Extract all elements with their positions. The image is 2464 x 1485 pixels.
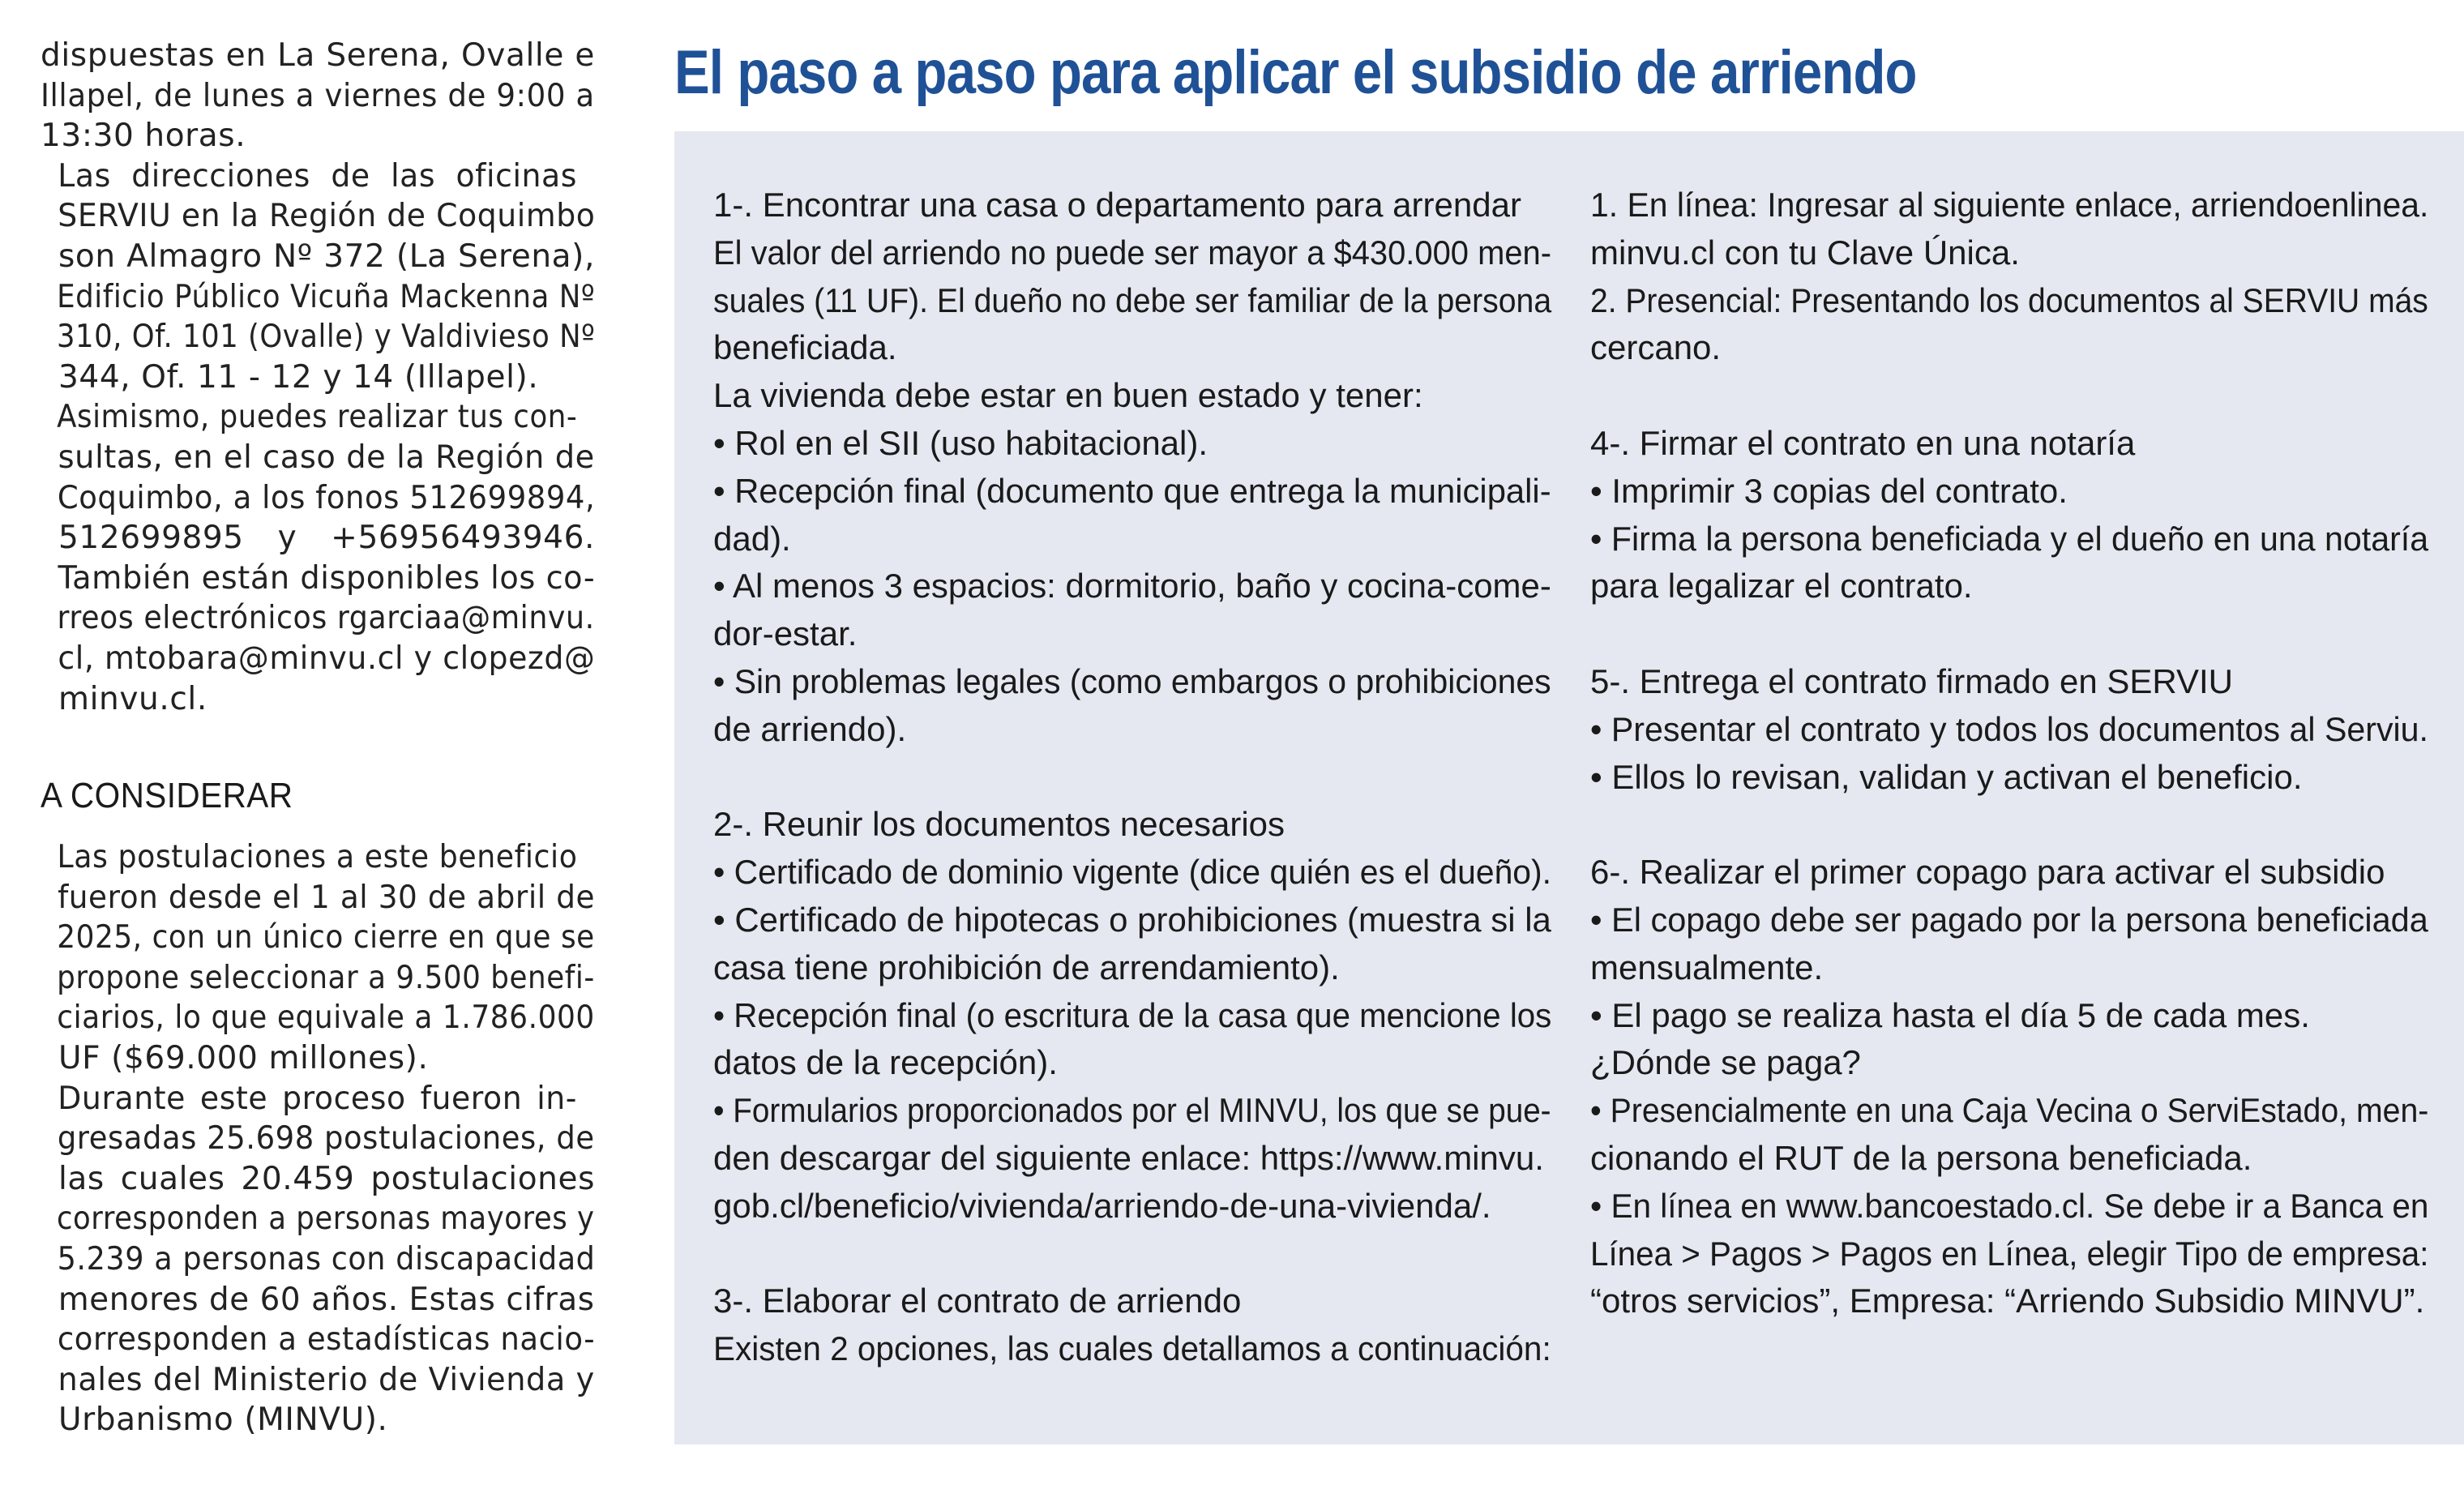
paragraph-line: 310, Of. 101 (Ovalle) y Valdivieso Nº [56, 319, 596, 356]
step-text-line: beneficiada. [713, 328, 897, 367]
step-text-line: • Firma la persona beneficiada y el dueño en una notaría [1590, 519, 2429, 558]
spacer [1590, 372, 2428, 420]
paragraph-line: 344, Of. 11 - 12 y 14 (Illapel). [58, 358, 539, 396]
postulation-paragraph [41, 837, 595, 1079]
paragraph-line: SERVIU en la Región de Coquimbo [58, 198, 596, 235]
step-text-line: cionando el RUT de la persona beneficiada. [1590, 1138, 2252, 1177]
contact-paragraph [41, 397, 595, 719]
step-text-line: La vivienda debe estar en buen estado y tener: [713, 376, 1423, 415]
step-text-line: para legalizar el contrato. [1590, 567, 1973, 606]
intro-paragraph [41, 36, 595, 156]
step-text-line: “otros servicios”, Empresa: “Arriendo Subsidio MINVU”. [1590, 1282, 2425, 1320]
step-text-line: 4-. Firmar el contrato en una notaría [1590, 423, 2136, 462]
paragraph-line: corresponden a estadísticas nacio- [57, 1321, 596, 1359]
paragraph-line: Las direcciones de las oficinas [58, 157, 577, 195]
step-text-line: • Rol en el SII (uso habitacional). [713, 423, 1208, 462]
step-text-line: • El copago debe ser pagado por la persona beneficiada [1590, 900, 2428, 939]
paragraph-line: 512699895 y +56956493946. [58, 520, 595, 557]
paragraph-line: 13:30 horas. [41, 118, 246, 155]
paragraph-line: sultas, en el caso de la Región de [58, 439, 595, 476]
offices-paragraph [41, 156, 595, 398]
paragraph-line: las cuales 20.459 postulaciones [58, 1160, 595, 1197]
step-text-line: gob.cl/beneficio/vivienda/arriendo-de-una-vivienda/. [713, 1186, 1491, 1225]
paragraph-line: rreos electrónicos rgarciaa@minvu. [57, 600, 595, 637]
step-text-line: 6-. Realizar el primer copago para activar el subsidio [1590, 853, 2385, 892]
paragraph-line: minvu.cl. [58, 680, 207, 717]
paragraph-line: gresadas 25.698 postulaciones, de [57, 1120, 595, 1158]
paragraph-line: nales del Ministerio de Vivienda y [58, 1361, 595, 1398]
step-text-line: • El pago se realiza hasta el día 5 de cada mes. [1590, 995, 2310, 1034]
step-text-line: dor-estar. [713, 614, 858, 653]
step-text-line: suales (11 UF). El dueño no debe ser familiar de la persona [713, 280, 1552, 319]
step-text-line: • En línea en www.bancoestado.cl. Se debe ir a Banca en [1590, 1186, 2429, 1225]
paragraph-line: 2025, con un único cierre en que se [57, 919, 595, 956]
step-text-line: • Certificado de dominio vigente (dice quién es el dueño). [713, 853, 1551, 892]
step-text-line: • Ellos lo revisan, validan y activan el beneficio. [1590, 757, 2303, 796]
paragraph-line: Coquimbo, a los fonos 512699894, [57, 479, 596, 516]
step-text-line: den descargar del siguiente enlace: https://www.minvu. [713, 1138, 1544, 1177]
step-text-line: • Presentar el contrato y todos los documentos al Serviu. [1590, 709, 2428, 748]
steps-info-box [674, 131, 2464, 1444]
step-text-line: • Recepción final (documento que entrega la municipali- [713, 471, 1551, 510]
spacer [1590, 801, 2428, 849]
left-article-column [41, 36, 595, 1440]
step-text-line: dad). [713, 519, 791, 558]
step-text-line: Existen 2 opciones, las cuales detallamos a continuación: [713, 1329, 1551, 1368]
paragraph-line: Asimismo, puedes realizar tus con- [57, 399, 578, 436]
step-text-line: • Formularios proporcionados por el MINVU, los que se pue- [713, 1091, 1551, 1130]
paragraph-line: dispuestas en La Serena, Ovalle e [41, 37, 595, 74]
consider-heading: A CONSIDERAR [41, 776, 293, 816]
stats-paragraph [41, 1079, 595, 1440]
step-text-line: • Imprimir 3 copias del contrato. [1590, 471, 2068, 510]
paragraph-line: corresponden a personas mayores y [57, 1200, 595, 1238]
step-text-line: cercano. [1590, 328, 1722, 367]
step-text-line: 1. En línea: Ingresar al siguiente enlace, arriendoenlinea. [1590, 186, 2429, 224]
steps-column-2 [1590, 182, 2428, 1325]
step-text-line: 5-. Entrega el contrato firmado en SERVIU [1590, 661, 2233, 700]
paragraph-line: Urbanismo (MINVU). [58, 1402, 388, 1439]
step-text-line: 2-. Reunir los documentos necesarios [713, 805, 1285, 844]
paragraph-line: menores de 60 años. Estas cifras [58, 1281, 595, 1318]
step-text-line: Línea > Pagos > Pagos en Línea, elegir Tipo de empresa: [1590, 1234, 2429, 1273]
step-text-line: minvu.cl con tu Clave Única. [1590, 233, 2020, 272]
step-text-line: casa tiene prohibición de arrendamiento). [713, 948, 1340, 986]
step-text-line: 1-. Encontrar una casa o departamento para arrendar [713, 186, 1521, 224]
paragraph-line: cl, mtobara@minvu.cl y clopezd@ [58, 640, 596, 677]
steps-column-1 [713, 182, 1551, 1373]
step-text-line: datos de la recepción). [713, 1043, 1058, 1082]
step-text-line: • Recepción final (o escritura de la casa que mencione los [713, 995, 1552, 1034]
paragraph-line: Las postulaciones a este beneficio [57, 839, 578, 876]
paragraph-line: fueron desde el 1 al 30 de abril de [58, 879, 596, 916]
step-text-line: • Presencialmente en una Caja Vecina o ServiEstado, men- [1590, 1091, 2429, 1130]
spacer [1590, 610, 2428, 658]
paragraph-line: UF ($69.000 millones). [58, 1040, 429, 1077]
paragraph-line: ciarios, lo que equivale a 1.786.000 [57, 999, 595, 1037]
spacer [713, 754, 1551, 802]
step-text-line: 2. Presencial: Presentando los documentos al SERVIU más [1590, 280, 2428, 319]
step-text-line: ¿Dónde se paga? [1590, 1043, 1861, 1082]
paragraph-line: Edificio Público Vicuña Mackenna Nº [57, 278, 596, 315]
paragraph-line: propone seleccionar a 9.500 benefi- [57, 959, 595, 996]
page-title: El paso a paso para aplicar el subsidio de arriendo [674, 38, 1917, 107]
step-text-line: • Certificado de hipotecas o prohibiciones (muestra si la [713, 900, 1551, 939]
step-text-line: El valor del arriendo no puede ser mayor a $430.000 men- [713, 233, 1552, 272]
step-text-line: mensualmente. [1590, 948, 1824, 986]
paragraph-line: Illapel, de lunes a viernes de 9:00 a [41, 77, 595, 114]
step-text-line: de arriendo). [713, 709, 907, 748]
paragraph-line: 5.239 a personas con discapacidad [57, 1241, 596, 1278]
spacer [713, 1230, 1551, 1278]
paragraph-line: Durante este proceso fueron in- [58, 1080, 577, 1117]
step-text-line: 3-. Elaborar el contrato de arriendo [713, 1282, 1242, 1320]
step-text-line: • Al menos 3 espacios: dormitorio, baño y cocina-come- [713, 567, 1551, 606]
step-text-line: • Sin problemas legales (como embargos o prohibiciones [713, 661, 1551, 700]
paragraph-line: También están disponibles los co- [58, 559, 596, 597]
paragraph-line: son Almagro Nº 372 (La Serena), [58, 238, 595, 275]
